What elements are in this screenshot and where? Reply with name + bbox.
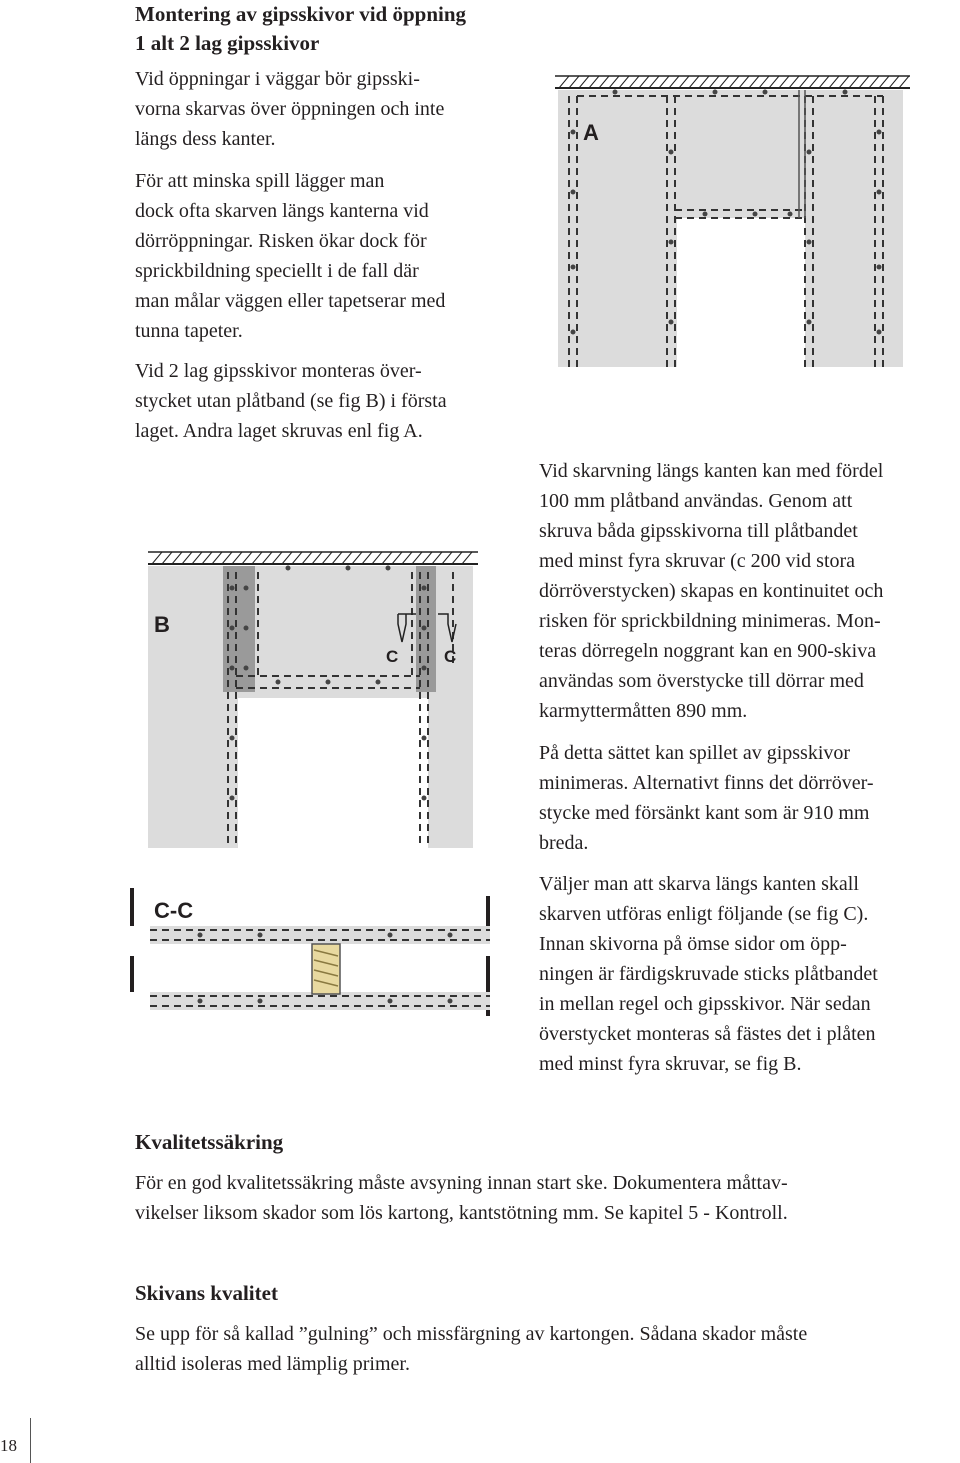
text-line: 100 mm plåtband användas. Genom att: [539, 490, 853, 512]
text-line: minimeras. Alternativt finns det dörröver-: [539, 772, 874, 794]
figure-a-label: A: [583, 120, 599, 145]
section-c-label-right: C: [444, 647, 457, 666]
door-opening: [238, 698, 428, 848]
text-line: vorna skarvas över öppningen och inte: [135, 98, 445, 120]
figure-c-c: [130, 888, 500, 1048]
frame-mark: [130, 888, 134, 926]
wood-stud: [312, 944, 340, 994]
quality-heading: Kvalitetssäkring: [135, 1130, 284, 1154]
text-line: Vid öppningar i väggar bör gipsski-: [135, 68, 420, 90]
text-line: dock ofta skarven längs kanterna vid: [135, 200, 429, 222]
text-line: På detta sättet kan spillet av gipsskivor: [539, 742, 851, 764]
text-line: in mellan regel och gipsskivor. När sedan: [539, 993, 871, 1015]
quality-section: [135, 1128, 945, 1228]
opening-paragraph-3: [135, 356, 535, 446]
opening-heading-line1: Montering av gipsskivor vid öppning: [135, 2, 467, 26]
figure-b: [148, 548, 478, 848]
text-line: karmyttermåtten 890 mm.: [539, 700, 748, 722]
text-line: längs dess kanter.: [135, 128, 276, 150]
figure-b-label: B: [154, 612, 170, 637]
text-line: risken för sprickbildning minimeras. Mon-: [539, 610, 881, 632]
ceiling-hatch: [148, 552, 478, 564]
figure-a: [555, 72, 910, 372]
text-line: breda.: [539, 832, 589, 854]
frame-mark: [130, 956, 134, 992]
opening-paragraph-2: [135, 166, 535, 346]
text-line: ningen är färdigskruvade sticks plåtbandet: [539, 963, 878, 985]
text-line: teras dörregeln noggrant kan en 900-skiva: [539, 640, 877, 662]
figure-cc-label: C-C: [154, 898, 194, 923]
opening-heading-line2: 1 alt 2 lag gipsskivor: [135, 31, 320, 55]
text-line: Väljer man att skarva längs kanten skall: [539, 873, 859, 895]
text-line: alltid isoleras med lämplig primer.: [135, 1353, 410, 1375]
text-line: vikelser liksom skador som lös kartong, kantstötning mm. Se kapitel 5 - Kontroll.: [135, 1202, 788, 1224]
text-line: Se upp för så kallad ”gulning” och missfärgning av kartongen. Sådana skador måste: [135, 1323, 808, 1345]
text-line: laget. Andra laget skruvas enl fig A.: [135, 420, 423, 442]
text-line: stycke med försänkt kant som är 910 mm: [539, 802, 870, 824]
text-line: med minst fyra skruvar, se fig B.: [539, 1053, 802, 1075]
opening-heading: [135, 0, 535, 58]
text-line: dörröppningar. Risken ökar dock för: [135, 230, 427, 252]
text-line: För att minska spill lägger man: [135, 170, 385, 192]
opening-paragraph-1: [135, 64, 535, 154]
text-line: Innan skivorna på ömse sidor om öpp-: [539, 933, 847, 955]
text-line: skruva båda gipsskivorna till plåtbandet: [539, 520, 858, 542]
text-line: man målar väggen eller tapetserar med: [135, 290, 446, 312]
page-number: 18: [0, 1436, 17, 1455]
text-line: Vid skarvning längs kanten kan med fördel: [539, 460, 884, 482]
text-line: dörröverstycken) skapas en kontinuitet och: [539, 580, 884, 602]
frame-mark: [486, 896, 490, 928]
text-line: med minst fyra skruvar (c 200 vid stora: [539, 550, 856, 572]
text-line: tunna tapeter.: [135, 320, 243, 342]
page-margin-rule: [30, 1418, 31, 1463]
joint-paragraph-3: [539, 869, 959, 1079]
text-line: överstycket monteras så fästes det i plåten: [539, 1023, 876, 1045]
text-line: användas som överstycke till dörrar med: [539, 670, 864, 692]
ceiling-hatch: [555, 74, 910, 88]
board-quality-heading: Skivans kvalitet: [135, 1281, 278, 1305]
section-c-label-left: C: [386, 647, 399, 666]
text-line: stycket utan plåtband (se fig B) i första: [135, 390, 447, 412]
text-line: sprickbildning speciellt i de fall där: [135, 260, 419, 282]
door-opening: [677, 218, 805, 370]
joint-paragraph-1: [539, 456, 959, 726]
board-quality-section: [135, 1279, 945, 1379]
text-line: skarven utföras enligt följande (se fig C).: [539, 903, 869, 925]
text-line: För en god kvalitetssäkring måste avsyning innan start ske. Dokumentera måttav-: [135, 1172, 788, 1194]
text-line: Vid 2 lag gipsskivor monteras över-: [135, 360, 422, 382]
joint-paragraph-2: [539, 738, 959, 858]
